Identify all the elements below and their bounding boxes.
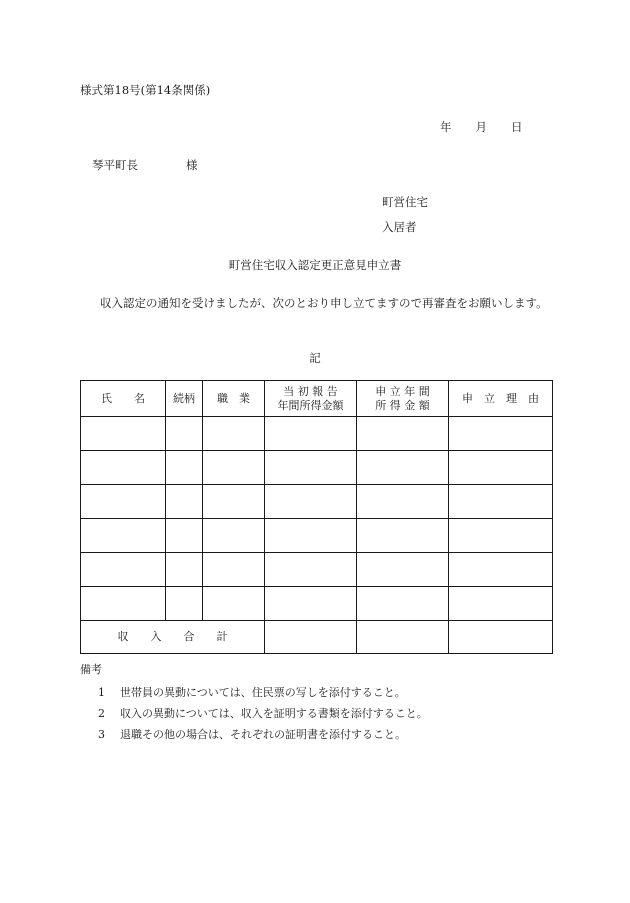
total-initial-income[interactable] [265, 621, 357, 654]
cell-initial-income[interactable] [265, 485, 357, 519]
cell-reason[interactable] [449, 485, 553, 519]
cell-occupation[interactable] [203, 553, 265, 587]
cell-name[interactable] [81, 553, 166, 587]
date-line [440, 119, 523, 135]
cell-name[interactable] [81, 587, 166, 621]
addressee-honorific: 様 [186, 158, 198, 172]
cell-reason[interactable] [449, 519, 553, 553]
cell-claimed-income[interactable] [357, 451, 449, 485]
total-claimed-income[interactable] [357, 621, 449, 654]
cell-claimed-income[interactable] [357, 519, 449, 553]
total-reason[interactable] [449, 621, 553, 654]
header-initial-income: 当 初 報 告 年間所得金額 [265, 381, 357, 417]
cell-initial-income[interactable] [265, 519, 357, 553]
table-row [81, 587, 553, 621]
header-relation: 続柄 [166, 381, 203, 417]
cell-name[interactable] [81, 519, 166, 553]
table-row [81, 485, 553, 519]
cell-reason[interactable] [449, 553, 553, 587]
addressee [92, 157, 198, 173]
cell-relation[interactable] [166, 417, 203, 451]
cell-occupation[interactable] [203, 519, 265, 553]
cell-relation[interactable] [166, 451, 203, 485]
cell-name[interactable] [81, 417, 166, 451]
header-reason: 申 立 理 由 [449, 381, 553, 417]
body-text: 収入認定の通知を受けましたが、次のとおり申し立てますので再審査をお願いします。 [100, 296, 548, 310]
header-claimed-income: 申 立 年 間 所 得 金 額 [357, 381, 449, 417]
table-row [81, 519, 553, 553]
table-row [81, 417, 553, 451]
note-item: 2 収入の異動については、収入を証明する書類を添付すること。 [98, 707, 428, 720]
cell-claimed-income[interactable] [357, 417, 449, 451]
cell-occupation[interactable] [203, 451, 265, 485]
ki-heading: 記 [309, 351, 321, 365]
notes-title: 備考 [80, 663, 102, 676]
table-row [81, 451, 553, 485]
cell-relation[interactable] [166, 519, 203, 553]
cell-initial-income[interactable] [265, 451, 357, 485]
cell-reason[interactable] [449, 587, 553, 621]
cell-relation[interactable] [166, 553, 203, 587]
form-number: 様式第18号(第14条関係) [80, 83, 211, 97]
header-occupation: 職 業 [203, 381, 265, 417]
cell-initial-income[interactable] [265, 553, 357, 587]
total-row [81, 621, 553, 654]
note-item: 1 世帯員の異動については、住民票の写しを添付すること。 [98, 686, 406, 699]
applicant-resident: 入居者 [382, 220, 417, 234]
cell-occupation[interactable] [203, 587, 265, 621]
cell-claimed-income[interactable] [357, 553, 449, 587]
applicant-housing: 町営住宅 [382, 195, 428, 209]
total-label: 収 入 合 計 [81, 621, 265, 654]
cell-initial-income[interactable] [265, 587, 357, 621]
cell-name[interactable] [81, 485, 166, 519]
date-day: 日 [511, 120, 523, 134]
cell-reason[interactable] [449, 451, 553, 485]
cell-occupation[interactable] [203, 485, 265, 519]
document-title: 町営住宅収入認定更正意見申立書 [228, 258, 402, 272]
cell-name[interactable] [81, 451, 166, 485]
header-name: 氏 名 [81, 381, 166, 417]
date-year: 年 [440, 120, 452, 134]
cell-claimed-income[interactable] [357, 485, 449, 519]
cell-claimed-income[interactable] [357, 587, 449, 621]
addressee-name: 琴平町長 [92, 158, 138, 172]
cell-reason[interactable] [449, 417, 553, 451]
note-item: 3 退職その他の場合は、それぞれの証明書を添付すること。 [98, 728, 406, 741]
cell-initial-income[interactable] [265, 417, 357, 451]
date-month: 月 [475, 120, 487, 134]
table-header-row [81, 381, 553, 417]
income-table [80, 380, 553, 654]
notes-section [80, 661, 560, 747]
table-row [81, 553, 553, 587]
cell-relation[interactable] [166, 587, 203, 621]
cell-relation[interactable] [166, 485, 203, 519]
cell-occupation[interactable] [203, 417, 265, 451]
